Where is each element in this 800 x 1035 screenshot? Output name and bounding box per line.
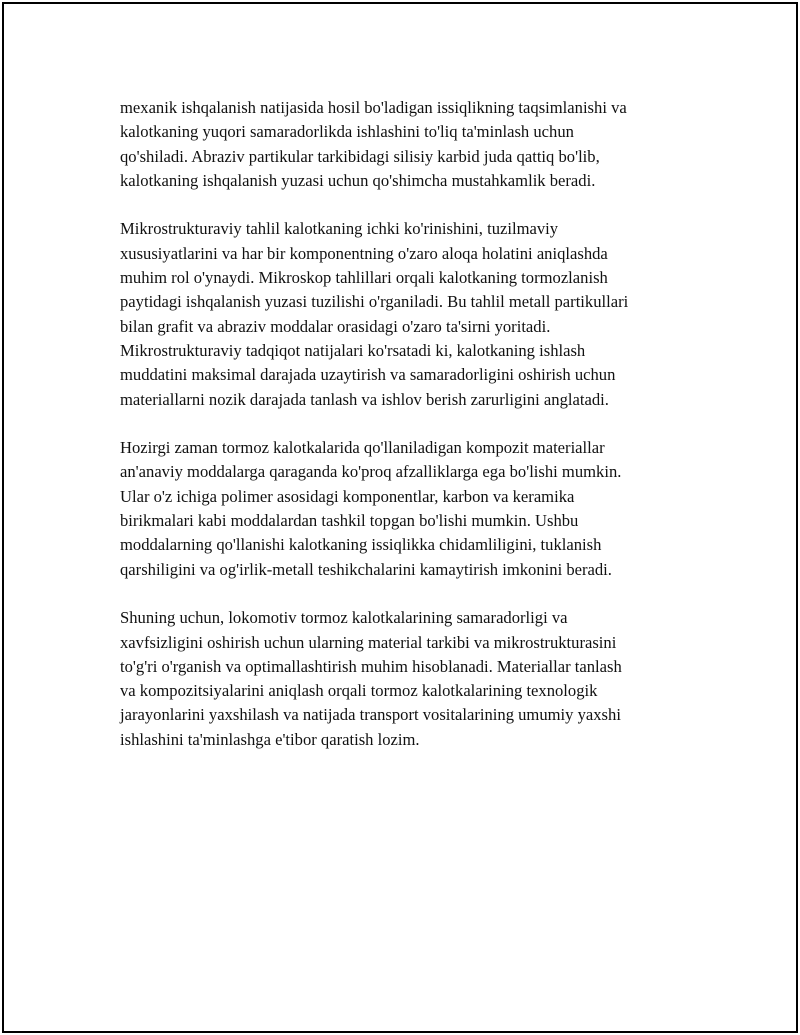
text-line: qarshiligini va og'irlik-metall teshikchalarini kamaytirish imkonini beradi. — [120, 559, 612, 579]
text-line: an'anaviy moddalarga qaraganda ko'proq afzalliklarga ega bo'lishi mumkin. — [120, 462, 622, 482]
text-line: materiallarni nozik darajada tanlash va ishlov berish zarurligini anglatadi. — [120, 389, 609, 409]
text-line: muhim rol o'ynaydi. Mikroskop tahlillari orqali kalotkaning tormozlanish — [120, 268, 608, 288]
text-line: jarayonlarini yaxshilash va natijada transport vositalarining umumiy yaxshi — [120, 705, 621, 725]
text-line: xususiyatlarini va har bir komponentning o'zaro aloqa holatini aniqlashda — [120, 243, 608, 263]
text-line: qo'shiladi. Abraziv partikular tarkibidagi silisiy karbid juda qattiq bo'lib, — [120, 146, 600, 166]
text-line: bilan grafit va abraziv moddalar orasidagi o'zaro ta'sirni yoritadi. — [120, 316, 551, 336]
text-line: moddalarning qo'llanishi kalotkaning issiqlikka chidamliligini, tuklanish — [120, 535, 602, 555]
text-line: xavfsizligini oshirish uchun ularning material tarkibi va mikrostrukturasini — [120, 632, 617, 652]
document-page — [2, 2, 798, 1033]
text-line: kalotkaning yuqori samaradorlikda ishlashini to'liq ta'minlash uchun — [120, 122, 574, 142]
text-line: Hozirgi zaman tormoz kalotkalarida qo'llaniladigan kompozit materiallar — [120, 438, 605, 458]
paragraph-2 — [120, 217, 700, 411]
paragraph-3 — [120, 436, 700, 582]
text-line: paytidagi ishqalanish yuzasi tuzilishi o'rganiladi. Bu tahlil metall partikullari — [120, 292, 629, 312]
text-line: kalotkaning ishqalanish yuzasi uchun qo'shimcha mustahkamlik beradi. — [120, 170, 596, 190]
text-line: birikmalari kabi moddalardan tashkil topgan bo'lishi mumkin. Ushbu — [120, 511, 579, 531]
text-line: Mikrostrukturaviy tahlil kalotkaning ichki ko'rinishini, tuzilmaviy — [120, 219, 559, 239]
text-line: va kompozitsiyalarini aniqlash orqali tormoz kalotkalarining texnologik — [120, 681, 598, 701]
text-line: mexanik ishqalanish natijasida hosil bo'ladigan issiqlikning taqsimlanishi va — [120, 98, 627, 117]
paragraph-1 — [120, 96, 700, 193]
text-line: muddatini maksimal darajada uzaytirish va samaradorligini oshirish uchun — [120, 365, 616, 385]
paragraph-4 — [120, 606, 700, 752]
text-line: ishlashini ta'minlashga e'tibor qaratish lozim. — [120, 729, 420, 749]
text-line: Ular o'z ichiga polimer asosidagi komponentlar, karbon va keramika — [120, 486, 575, 506]
text-line: to'g'ri o'rganish va optimallashtirish muhim hisoblanadi. Materiallar tanlash — [120, 656, 622, 676]
text-line: Mikrostrukturaviy tadqiqot natijalari ko'rsatadi ki, kalotkaning ishlash — [120, 340, 586, 360]
document-body — [120, 96, 700, 776]
text-line: Shuning uchun, lokomotiv tormoz kalotkalarining samaradorligi va — [120, 608, 568, 628]
